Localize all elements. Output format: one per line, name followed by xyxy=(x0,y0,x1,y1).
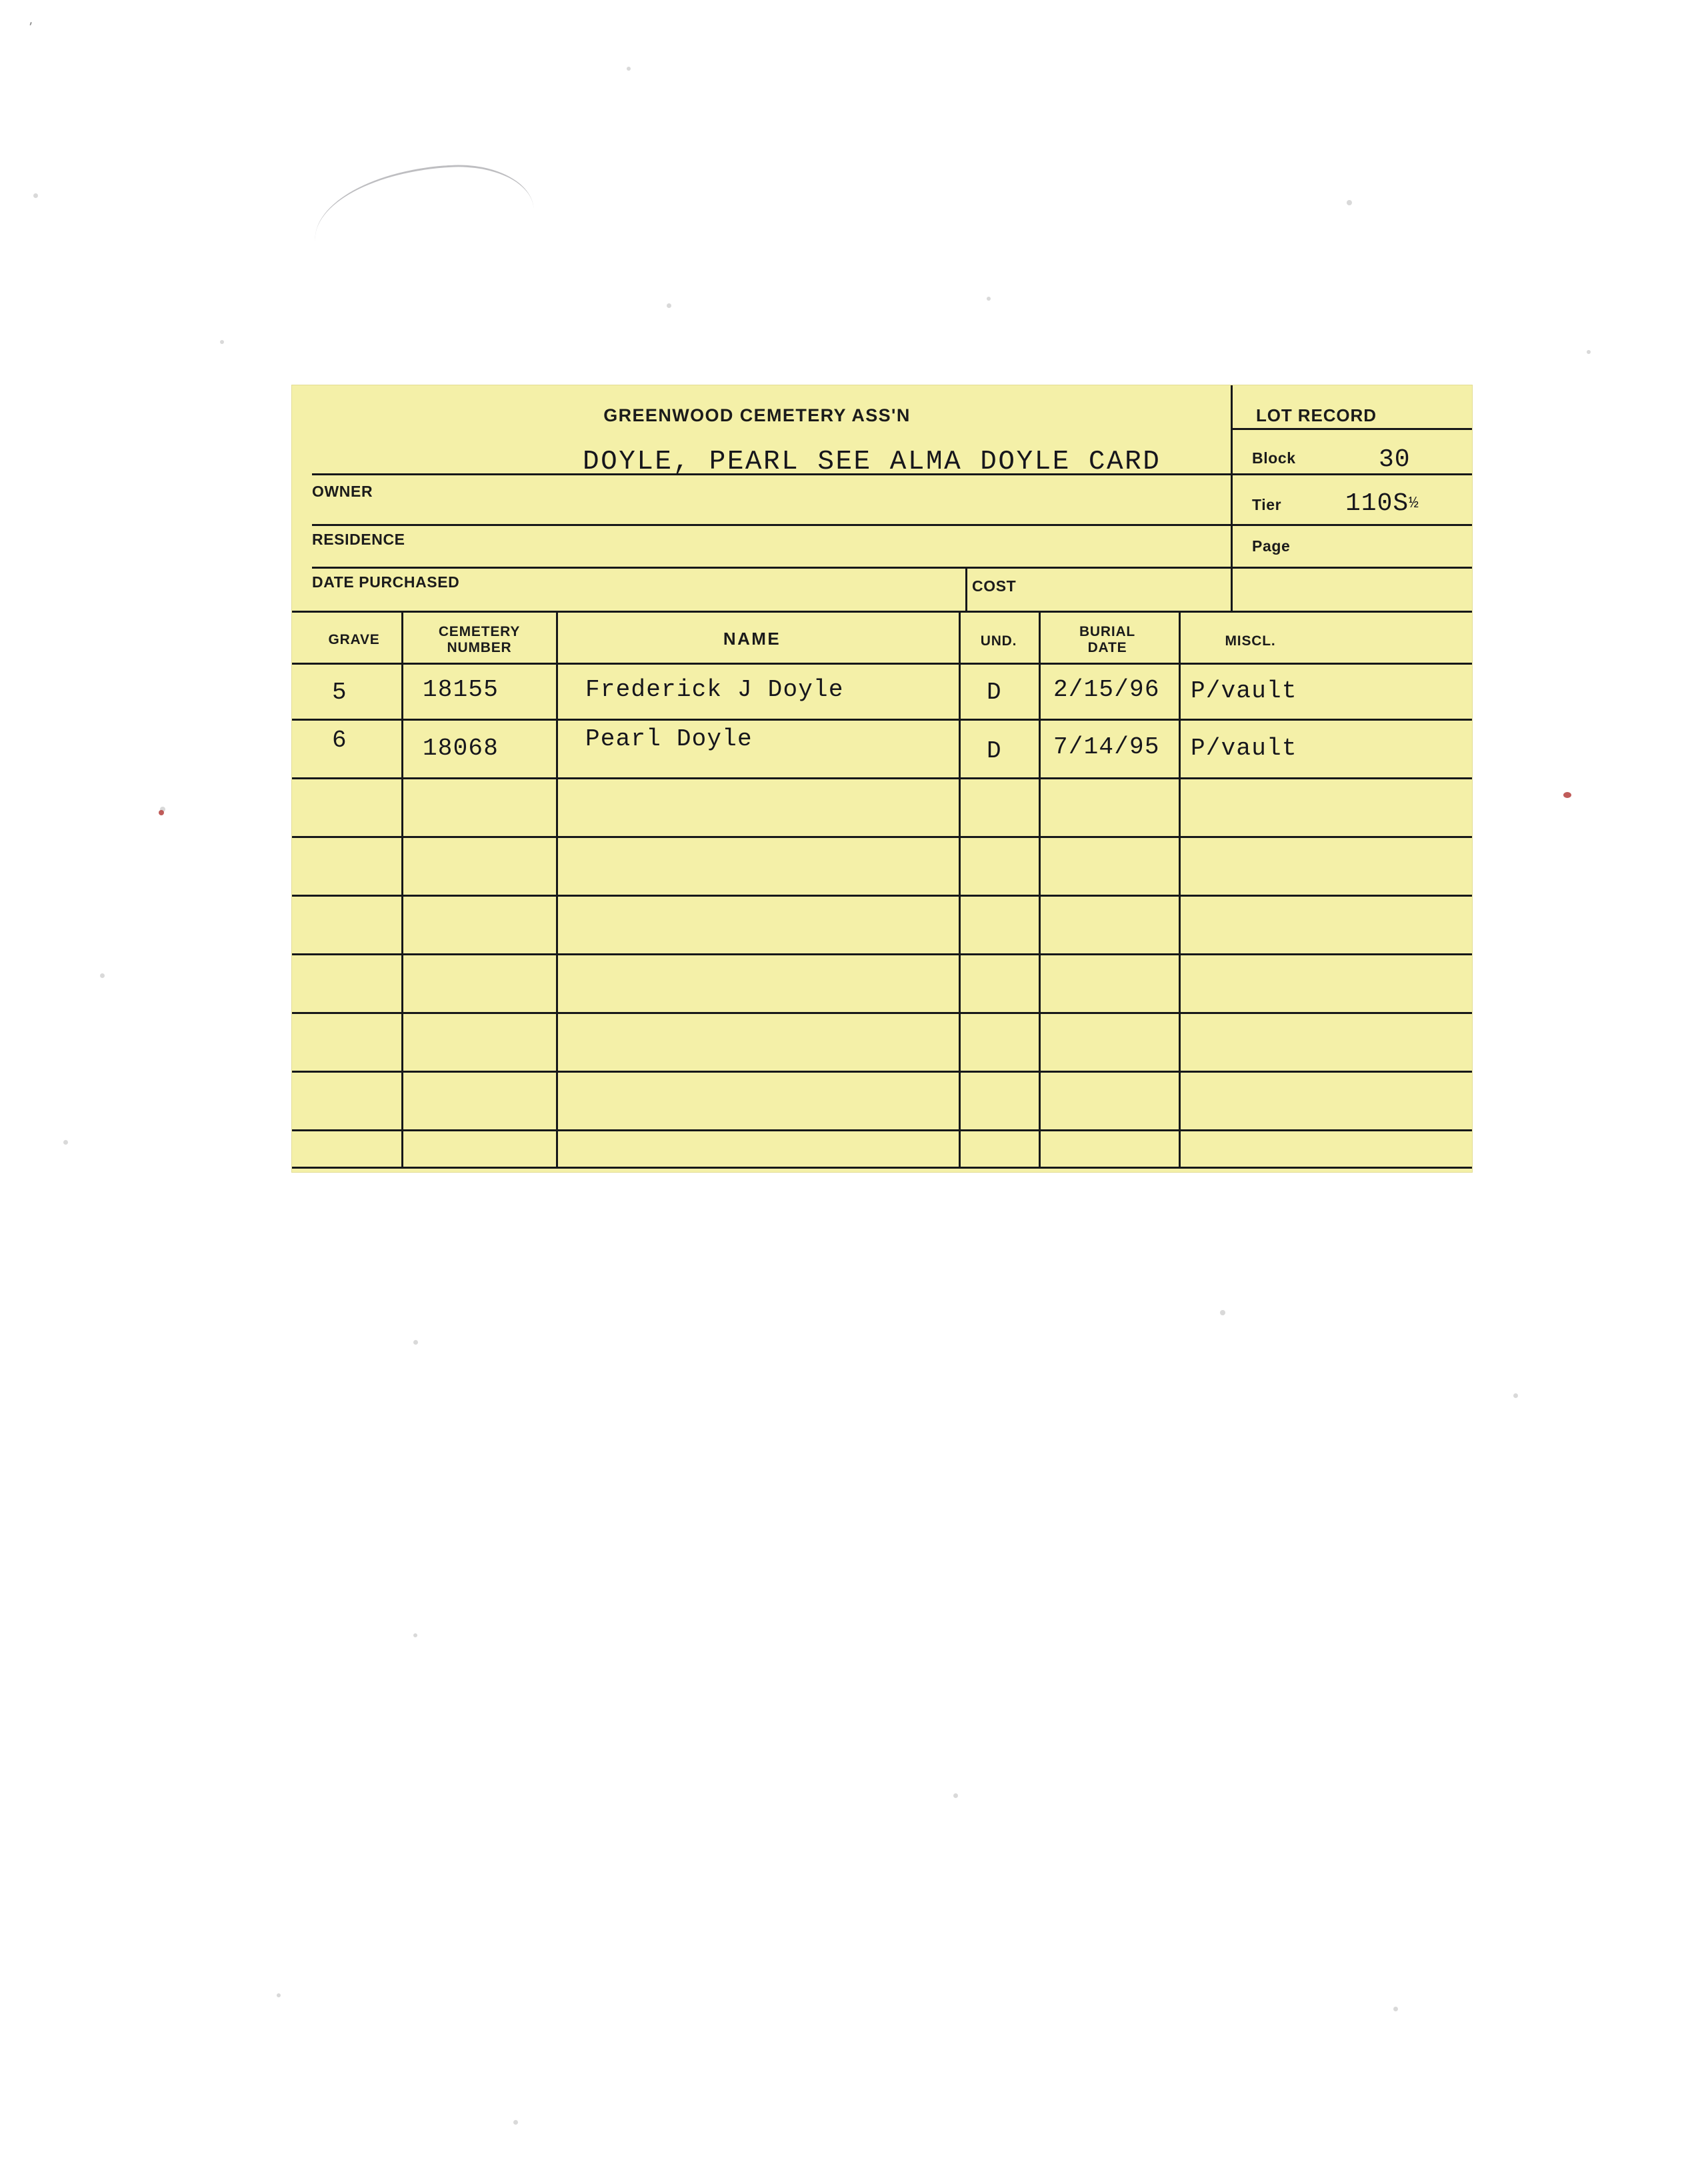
scan-speck xyxy=(627,67,631,71)
scan-arc-artifact xyxy=(311,161,535,247)
date-purchased-label: DATE PURCHASED xyxy=(312,573,460,591)
table-rule xyxy=(292,895,1472,897)
column-header-grave: GRAVE xyxy=(328,632,380,647)
block-label: Block xyxy=(1252,449,1296,467)
table-rule xyxy=(292,719,1472,721)
scan-speck xyxy=(513,2120,518,2125)
lot-record-label: LOT RECORD xyxy=(1256,405,1377,425)
table-rule xyxy=(292,1012,1472,1014)
table-rule xyxy=(292,663,1472,665)
table-column-rule-name xyxy=(959,612,961,1167)
scan-speck xyxy=(987,297,991,301)
tier-fraction: ½ xyxy=(1409,495,1419,513)
table-rule xyxy=(292,953,1472,955)
scan-speck-red xyxy=(1563,792,1571,798)
owner-label: OWNER xyxy=(312,483,373,500)
table-column-rule-burial-date xyxy=(1179,612,1181,1167)
table-rule xyxy=(292,1129,1472,1131)
scan-speck-red xyxy=(159,810,164,815)
table-cell-und: D xyxy=(987,679,1002,706)
scan-speck xyxy=(63,1140,68,1145)
table-rule xyxy=(292,777,1472,779)
organization-title: GREENWOOD CEMETERY ASS'N xyxy=(603,405,911,425)
block-value: 30 xyxy=(1379,445,1411,474)
rule-residence-bottom xyxy=(312,567,1232,569)
column-header-miscl: MISCL. xyxy=(1225,633,1276,649)
cemetery-lot-record-card xyxy=(292,385,1472,1172)
table-cell-burial-date: 7/14/95 xyxy=(1053,733,1160,761)
table-column-rule-und xyxy=(1039,612,1041,1167)
cost-label: COST xyxy=(972,577,1017,595)
table-cell-name: Frederick J Doyle xyxy=(585,676,844,703)
table-cell-cemetery-number: 18068 xyxy=(423,735,499,762)
card-header xyxy=(292,385,1472,584)
table-cell-grave: 5 xyxy=(332,679,347,706)
table-column-rule-grave xyxy=(401,612,403,1167)
table-cell-name: Pearl Doyle xyxy=(585,725,753,753)
scan-speck xyxy=(1220,1310,1225,1315)
rule-block-top xyxy=(1232,473,1472,475)
table-rule xyxy=(292,836,1472,838)
table-cell-und: D xyxy=(987,737,1002,765)
scan-speck xyxy=(953,1793,958,1798)
scan-speck xyxy=(1587,350,1591,354)
table-column-rule-cemetery-number xyxy=(556,612,558,1167)
scan-speck xyxy=(33,193,38,198)
scan-speck xyxy=(413,1633,417,1637)
scan-speck xyxy=(667,303,671,308)
column-header-name: NAME xyxy=(723,629,781,649)
table-cell-miscl: P/vault xyxy=(1191,735,1297,762)
scan-speck xyxy=(1347,200,1352,205)
page-label: Page xyxy=(1252,537,1291,555)
table-rule xyxy=(292,1071,1472,1073)
table-cell-grave: 6 xyxy=(332,727,347,754)
scan-speck xyxy=(277,1993,281,1997)
tier-value-text: 110S xyxy=(1345,489,1409,518)
table-rule-bottom xyxy=(292,1167,1472,1169)
residence-label: RESIDENCE xyxy=(312,531,405,548)
tier-value xyxy=(1345,489,1419,518)
column-header-burial-date: BURIAL DATE xyxy=(1079,624,1136,656)
rule-lot-record-underline xyxy=(1232,428,1472,430)
scan-speck xyxy=(1393,2007,1398,2011)
rule-owner-bottom xyxy=(312,524,1232,526)
column-header-und: UND. xyxy=(980,633,1017,649)
rule-header-vertical-divider xyxy=(1231,385,1233,611)
column-header-cemetery-number: CEMETERY NUMBER xyxy=(438,624,521,656)
rule-tier-top xyxy=(1232,524,1472,526)
scan-speck xyxy=(1513,1393,1518,1398)
table-cell-burial-date: 2/15/96 xyxy=(1053,676,1160,703)
tier-label: Tier xyxy=(1252,496,1282,513)
scan-speck xyxy=(100,973,105,978)
scan-speck xyxy=(220,340,224,344)
rule-page-top xyxy=(1232,567,1472,569)
scan-speck xyxy=(413,1340,418,1345)
table-cell-cemetery-number: 18155 xyxy=(423,676,499,703)
rule-cost-divider xyxy=(965,567,967,611)
table-cell-miscl: P/vault xyxy=(1191,677,1297,705)
scan-tick-mark: ' xyxy=(25,19,34,35)
rule-header-bottom xyxy=(292,611,1472,613)
owner-value: DOYLE, PEARL SEE ALMA DOYLE CARD xyxy=(583,447,1161,477)
